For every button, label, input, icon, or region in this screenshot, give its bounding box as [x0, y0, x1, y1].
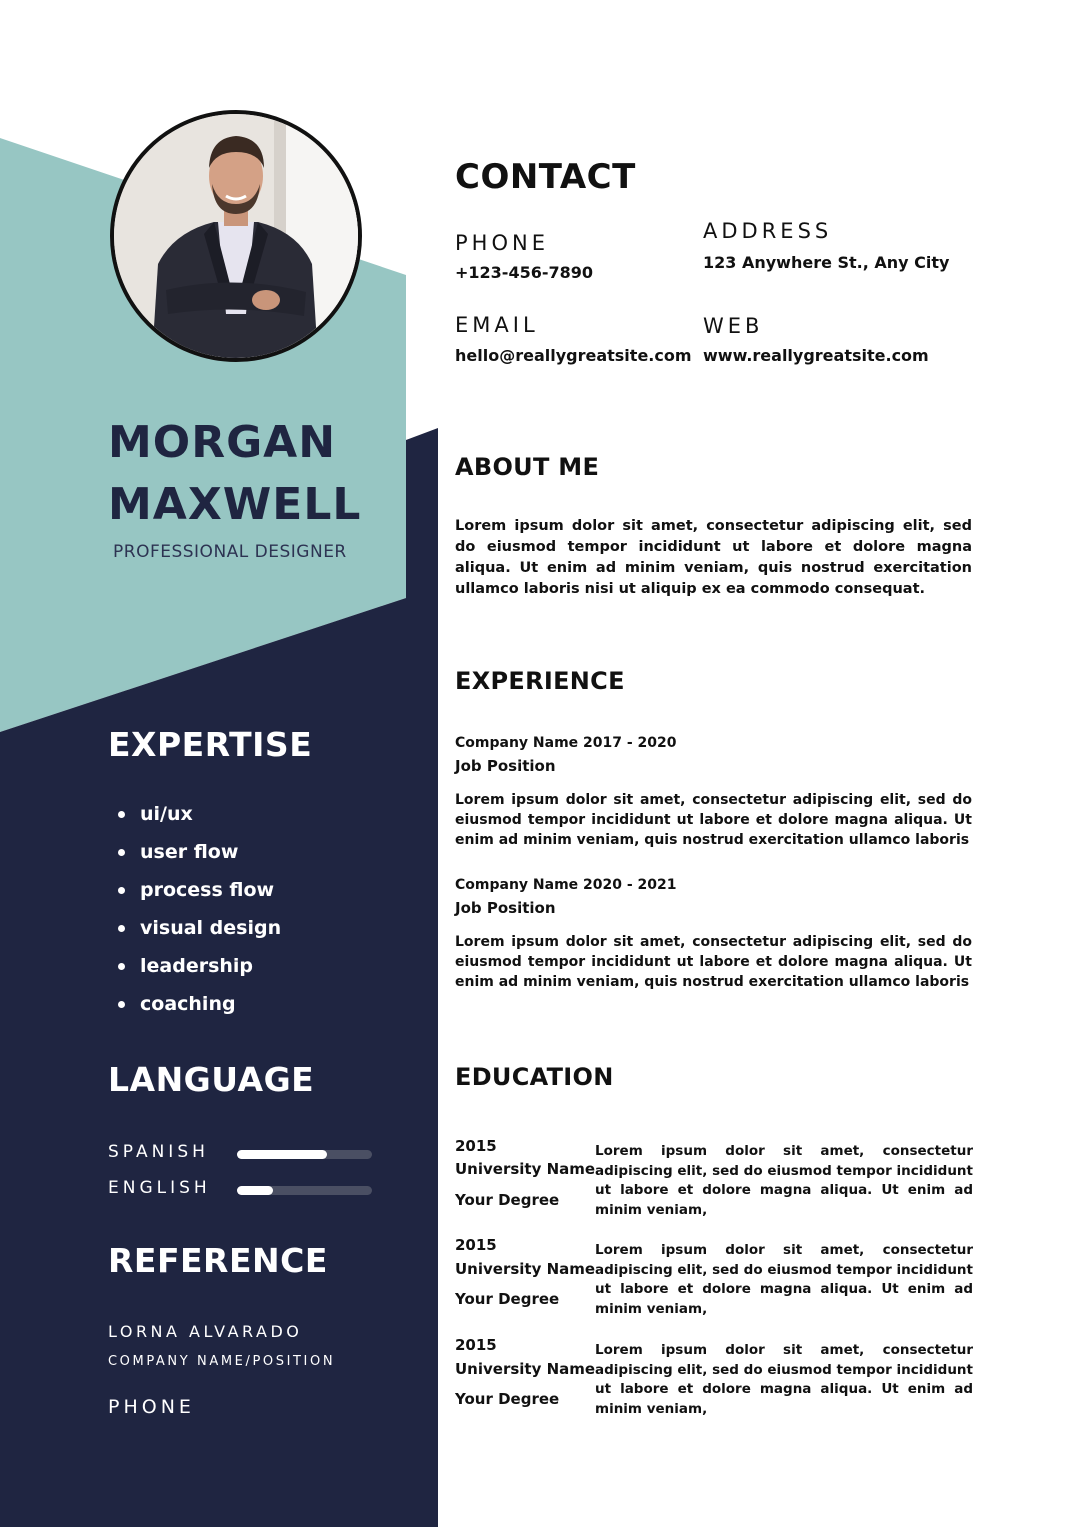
web-label: WEB: [703, 314, 764, 338]
address-value: 123 Anywhere St., Any City: [703, 253, 950, 272]
education-degree: Your Degree: [455, 1390, 560, 1408]
skill-label: leadership: [140, 955, 254, 977]
about-text: Lorem ipsum dolor sit amet, consectetur adipiscing elit, sed do eiusmod tempor incididunt ut labore et dolore magna aliqua. Ut enim ad minim veniam, quis nostrud exercitation ullamco laboris nisi ut aliquip ex ea commodo consequat.: [455, 518, 972, 597]
reference-name: LORNA ALVARADO: [108, 1322, 303, 1341]
bullet-icon: [118, 887, 125, 894]
experience-company: Company Name 2017 - 2020: [455, 735, 677, 751]
bullet-icon: [118, 849, 125, 856]
about-heading: ABOUT ME: [455, 453, 600, 481]
education-university: University Name: [455, 1160, 596, 1178]
skill-item: [118, 985, 281, 1023]
skill-label: ui/ux: [140, 803, 193, 825]
education-year: 2015: [455, 1236, 497, 1254]
skill-item: [118, 947, 281, 985]
reference-heading: REFERENCE: [108, 1241, 328, 1280]
education-degree: Your Degree: [455, 1191, 560, 1209]
profile-photo: [110, 110, 362, 362]
experience-position: Job Position: [455, 899, 556, 917]
phone-label: PHONE: [455, 231, 549, 255]
skill-item: [118, 871, 281, 909]
web-value: www.reallygreatsite.com: [703, 346, 929, 365]
job-title: PROFESSIONAL DESIGNER: [113, 542, 347, 562]
language-name: ENGLISH: [108, 1178, 211, 1198]
first-name: MORGAN: [108, 417, 337, 468]
language-heading: LANGUAGE: [108, 1060, 315, 1099]
contact-heading: CONTACT: [455, 157, 636, 197]
skill-item: [118, 909, 281, 947]
education-description: Lorem ipsum dolor sit amet, consectetur adipiscing elit, sed do eiusmod tempor incididunt ut labore et dolore magna aliqua. Ut enim ad minim veniam,: [595, 1143, 973, 1218]
education-year: 2015: [455, 1137, 497, 1155]
language-bar: [237, 1186, 372, 1195]
experience-description: Lorem ipsum dolor sit amet, consectetur adipiscing elit, sed do eiusmod tempor incididunt ut labore et dolore magna aliqua. Ut enim ad minim veniam, quis nostrud exercitation ullamco laboris: [455, 792, 972, 848]
education-year: 2015: [455, 1336, 497, 1354]
bullet-icon: [118, 1001, 125, 1008]
bullet-icon: [118, 811, 125, 818]
experience-company: Company Name 2020 - 2021: [455, 877, 677, 893]
skills-list: [118, 795, 281, 1023]
skill-label: coaching: [140, 993, 236, 1015]
education-university: University Name: [455, 1260, 596, 1278]
skill-item: [118, 795, 281, 833]
experience-position: Job Position: [455, 757, 556, 775]
language-bar: [237, 1150, 372, 1159]
language-row-spanish: [108, 1142, 378, 1166]
experience-description: Lorem ipsum dolor sit amet, consectetur adipiscing elit, sed do eiusmod tempor incididunt ut labore et dolore magna aliqua. Ut enim ad minim veniam, quis nostrud exercitation ullamco laboris: [455, 934, 972, 990]
skill-label: user flow: [140, 841, 239, 863]
skill-item: [118, 833, 281, 871]
skill-label: process flow: [140, 879, 275, 901]
reference-phone-label: PHONE: [108, 1396, 195, 1418]
education-description: Lorem ipsum dolor sit amet, consectetur adipiscing elit, sed do eiusmod tempor incididunt ut labore et dolore magna aliqua. Ut enim ad minim veniam,: [595, 1242, 973, 1317]
language-bar-fill: [237, 1150, 327, 1159]
reference-company: COMPANY NAME/POSITION: [108, 1354, 336, 1369]
language-bar-fill: [237, 1186, 273, 1195]
address-label: ADDRESS: [703, 219, 833, 243]
skill-label: visual design: [140, 917, 282, 939]
bullet-icon: [118, 963, 125, 970]
email-value: hello@reallygreatsite.com: [455, 346, 692, 365]
person-photo-icon: [114, 114, 358, 358]
experience-heading: EXPERIENCE: [455, 667, 625, 695]
education-degree: Your Degree: [455, 1290, 560, 1308]
language-name: SPANISH: [108, 1142, 209, 1162]
education-description: Lorem ipsum dolor sit amet, consectetur adipiscing elit, sed do eiusmod tempor incididunt ut labore et dolore magna aliqua. Ut enim ad minim veniam,: [595, 1342, 973, 1417]
language-row-english: [108, 1178, 378, 1202]
phone-value: +123-456-7890: [455, 263, 594, 282]
education-heading: EDUCATION: [455, 1063, 614, 1091]
education-university: University Name: [455, 1360, 596, 1378]
last-name: MAXWELL: [108, 479, 362, 530]
expertise-heading: EXPERTISE: [108, 725, 313, 764]
bullet-icon: [118, 925, 125, 932]
email-label: EMAIL: [455, 313, 539, 337]
